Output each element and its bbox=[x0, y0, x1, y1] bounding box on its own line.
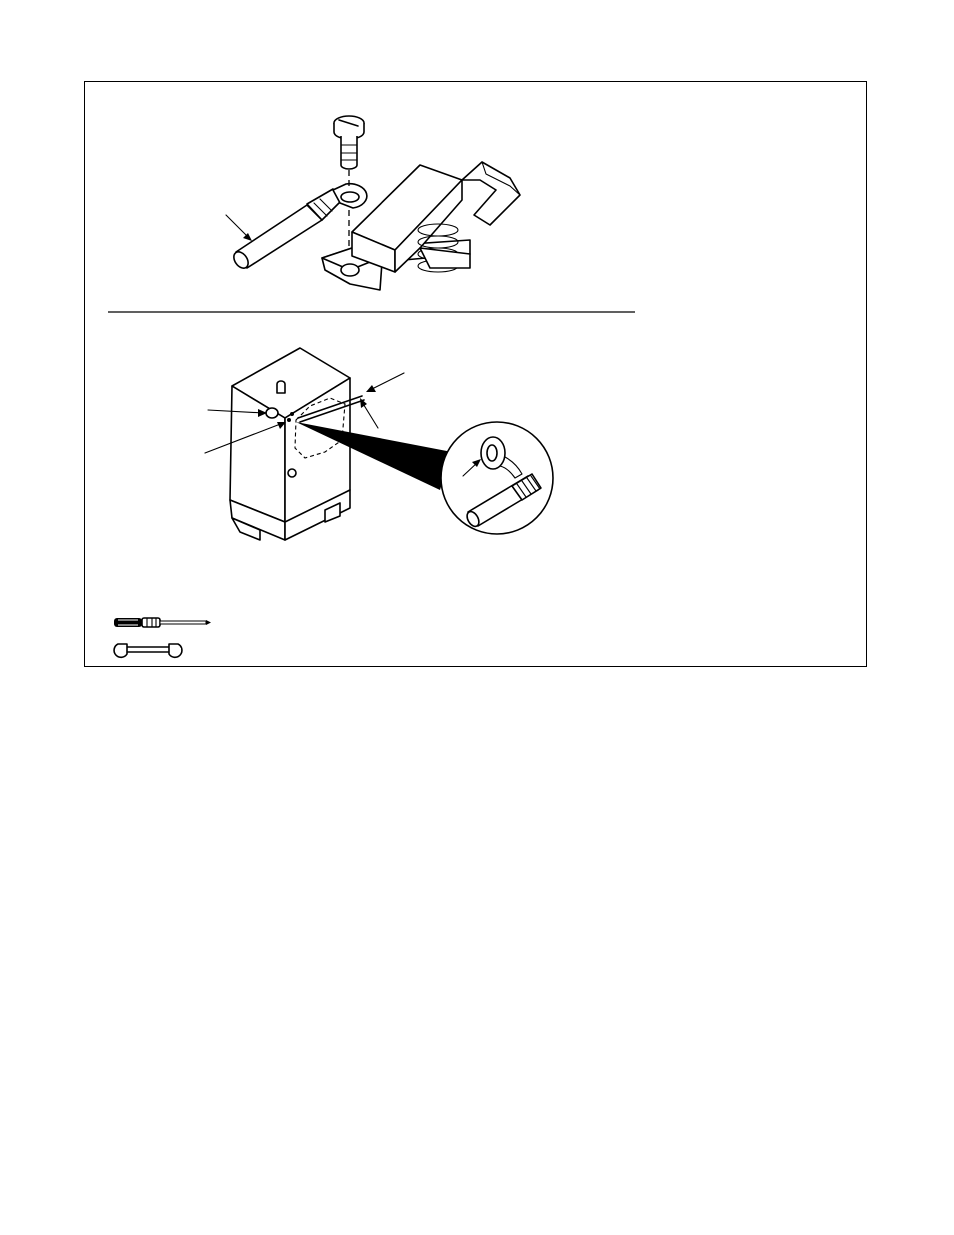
enclosure-cabinet bbox=[230, 348, 350, 540]
ground-clamp bbox=[322, 162, 520, 290]
clamp-cable-connection bbox=[226, 116, 520, 290]
cable-leader-arrow bbox=[226, 215, 252, 241]
enclosure-cable-routing bbox=[205, 348, 553, 540]
wrench-icon bbox=[114, 644, 182, 657]
screwdriver-icon bbox=[114, 618, 211, 627]
screw bbox=[334, 116, 364, 169]
detail-view bbox=[441, 422, 553, 534]
